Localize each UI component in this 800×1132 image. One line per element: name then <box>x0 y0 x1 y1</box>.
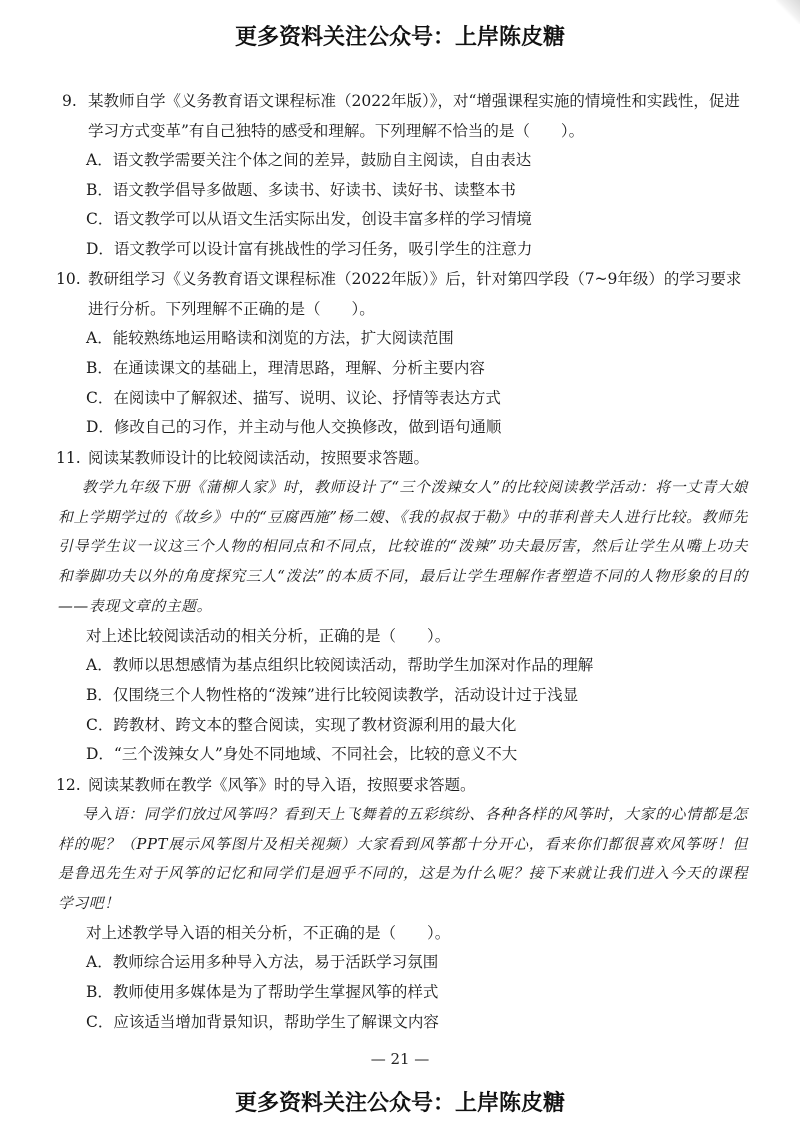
question-9 <box>62 86 742 264</box>
option-d: D．“三个泼辣女人”身处不同地域、不同社会，比较的意义不大 <box>86 745 518 764</box>
option-a: A．教师以思想感情为基点组织比较阅读活动，帮助学生加深对作品的理解 <box>86 656 594 675</box>
option-c: C．语文教学可以从语文生活实际出发，创设丰富多样的学习情境 <box>86 210 532 229</box>
option-b: B．在通读课文的基础上，理清思路，理解、分析主要内容 <box>86 358 485 377</box>
option-a: A．能较熟练地运用略读和浏览的方法，扩大阅读范围 <box>86 329 454 348</box>
option-d: D．语文教学可以设计富有挑战性的学习任务，吸引学生的注意力 <box>86 239 533 258</box>
option-b: B．语文教学倡导多做题、多读书、好读书、读好书、读整本书 <box>86 180 516 199</box>
option-a: A．语文教学需要关注个体之间的差异，鼓励自主阅读，自由表达 <box>86 151 532 169</box>
option-a: A．教师综合运用多种导入方法，易于活跃学习氛围 <box>86 953 439 972</box>
question-stem <box>56 770 742 800</box>
option-b: B．仅围绕三个人物性格的“泼辣”进行比较阅读教学，活动设计过于浅显 <box>86 685 579 704</box>
page-content <box>56 86 748 1037</box>
question-text: 教研组学习《义务教育语文课程标准（2022年版）》后，针对第四学段（7~9年级）的学习要求进行分析。下列理解不正确的是（ ）。 <box>88 270 742 319</box>
question-10 <box>56 264 742 442</box>
question-stem <box>56 443 742 473</box>
page-number: — 21 — <box>370 1050 430 1068</box>
question-text: 阅读某教师在教学《风筝》时的导入语，按照要求答题。 <box>88 775 476 794</box>
option-c: C．在阅读中了解叙述、描写、说明、议论、抒情等表达方式 <box>86 388 501 407</box>
question-11 <box>56 443 748 770</box>
question-prompt: 对上述教学导入语的相关分析，不正确的是（ ）。 <box>86 923 451 942</box>
option-c: C．应该适当增加背景知识，帮助学生了解课文内容 <box>86 1012 439 1031</box>
question-number: 10. <box>56 270 81 289</box>
option-b: B．教师使用多媒体是为了帮助学生掌握风筝的样式 <box>86 983 439 1002</box>
option-d: D．修改自己的习作，并主动与他人交换修改，做到语句通顺 <box>86 418 502 437</box>
footer-banner: 更多资料关注公众号：上岸陈皮糖 <box>234 1091 565 1116</box>
question-12 <box>56 770 748 1038</box>
header-banner: 更多资料关注公众号：上岸陈皮糖 <box>234 25 565 50</box>
question-prompt: 对上述比较阅读活动的相关分析，正确的是（ ）。 <box>86 626 451 645</box>
question-stem <box>56 264 742 324</box>
question-stem <box>62 86 742 146</box>
lead-in-material: 导入语：同学们放过风筝吗？看到天上飞舞着的五彩缤纷、各种各样的风筝时，大家的心情都是怎样的呢？（PPT展示风筝图片及相关视频）大家看到风筝都十分开心，看来你们都很喜欢风筝呀！但是鲁迅先生对于风筝的记忆和同学们是迥乎不同的，这是为什么呢？接下来就让我们进入今天的课程学习吧！ <box>58 805 748 913</box>
question-text: 阅读某教师设计的比较阅读活动，按照要求答题。 <box>88 448 430 467</box>
question-number: 9. <box>62 92 77 110</box>
question-text: 某教师自学《义务教育语文课程标准（2022年版）》，对“增强课程实施的情境性和实践性，促进学习方式变革”有自己独特的感受和理解。下列理解不恰当的是（ ）。 <box>88 92 740 140</box>
question-number: 11. <box>56 448 81 467</box>
reading-material: 教学九年级下册《蒲柳人家》时，教师设计了“三个泼辣女人”的比较阅读教学活动：将一丈青大娘和上学期学过的《故乡》中的“豆腐西施”杨二嫂、《我的叔叔于勒》中的菲利普夫人进行比较。教师先引导学生议一议这三个人物的相同点和不同点，比较谁的“泼辣”功夫最厉害，然后让学生从嘴上功夫和拳脚功夫以外的角度探究三人“泼法”的本质不同，最后让学生理解作者塑造不同的人物形象的目的——表现文章的主题。 <box>58 478 748 615</box>
option-c: C．跨教材、跨文本的整合阅读，实现了教材资源利用的最大化 <box>86 715 517 734</box>
question-number: 12. <box>56 775 81 794</box>
